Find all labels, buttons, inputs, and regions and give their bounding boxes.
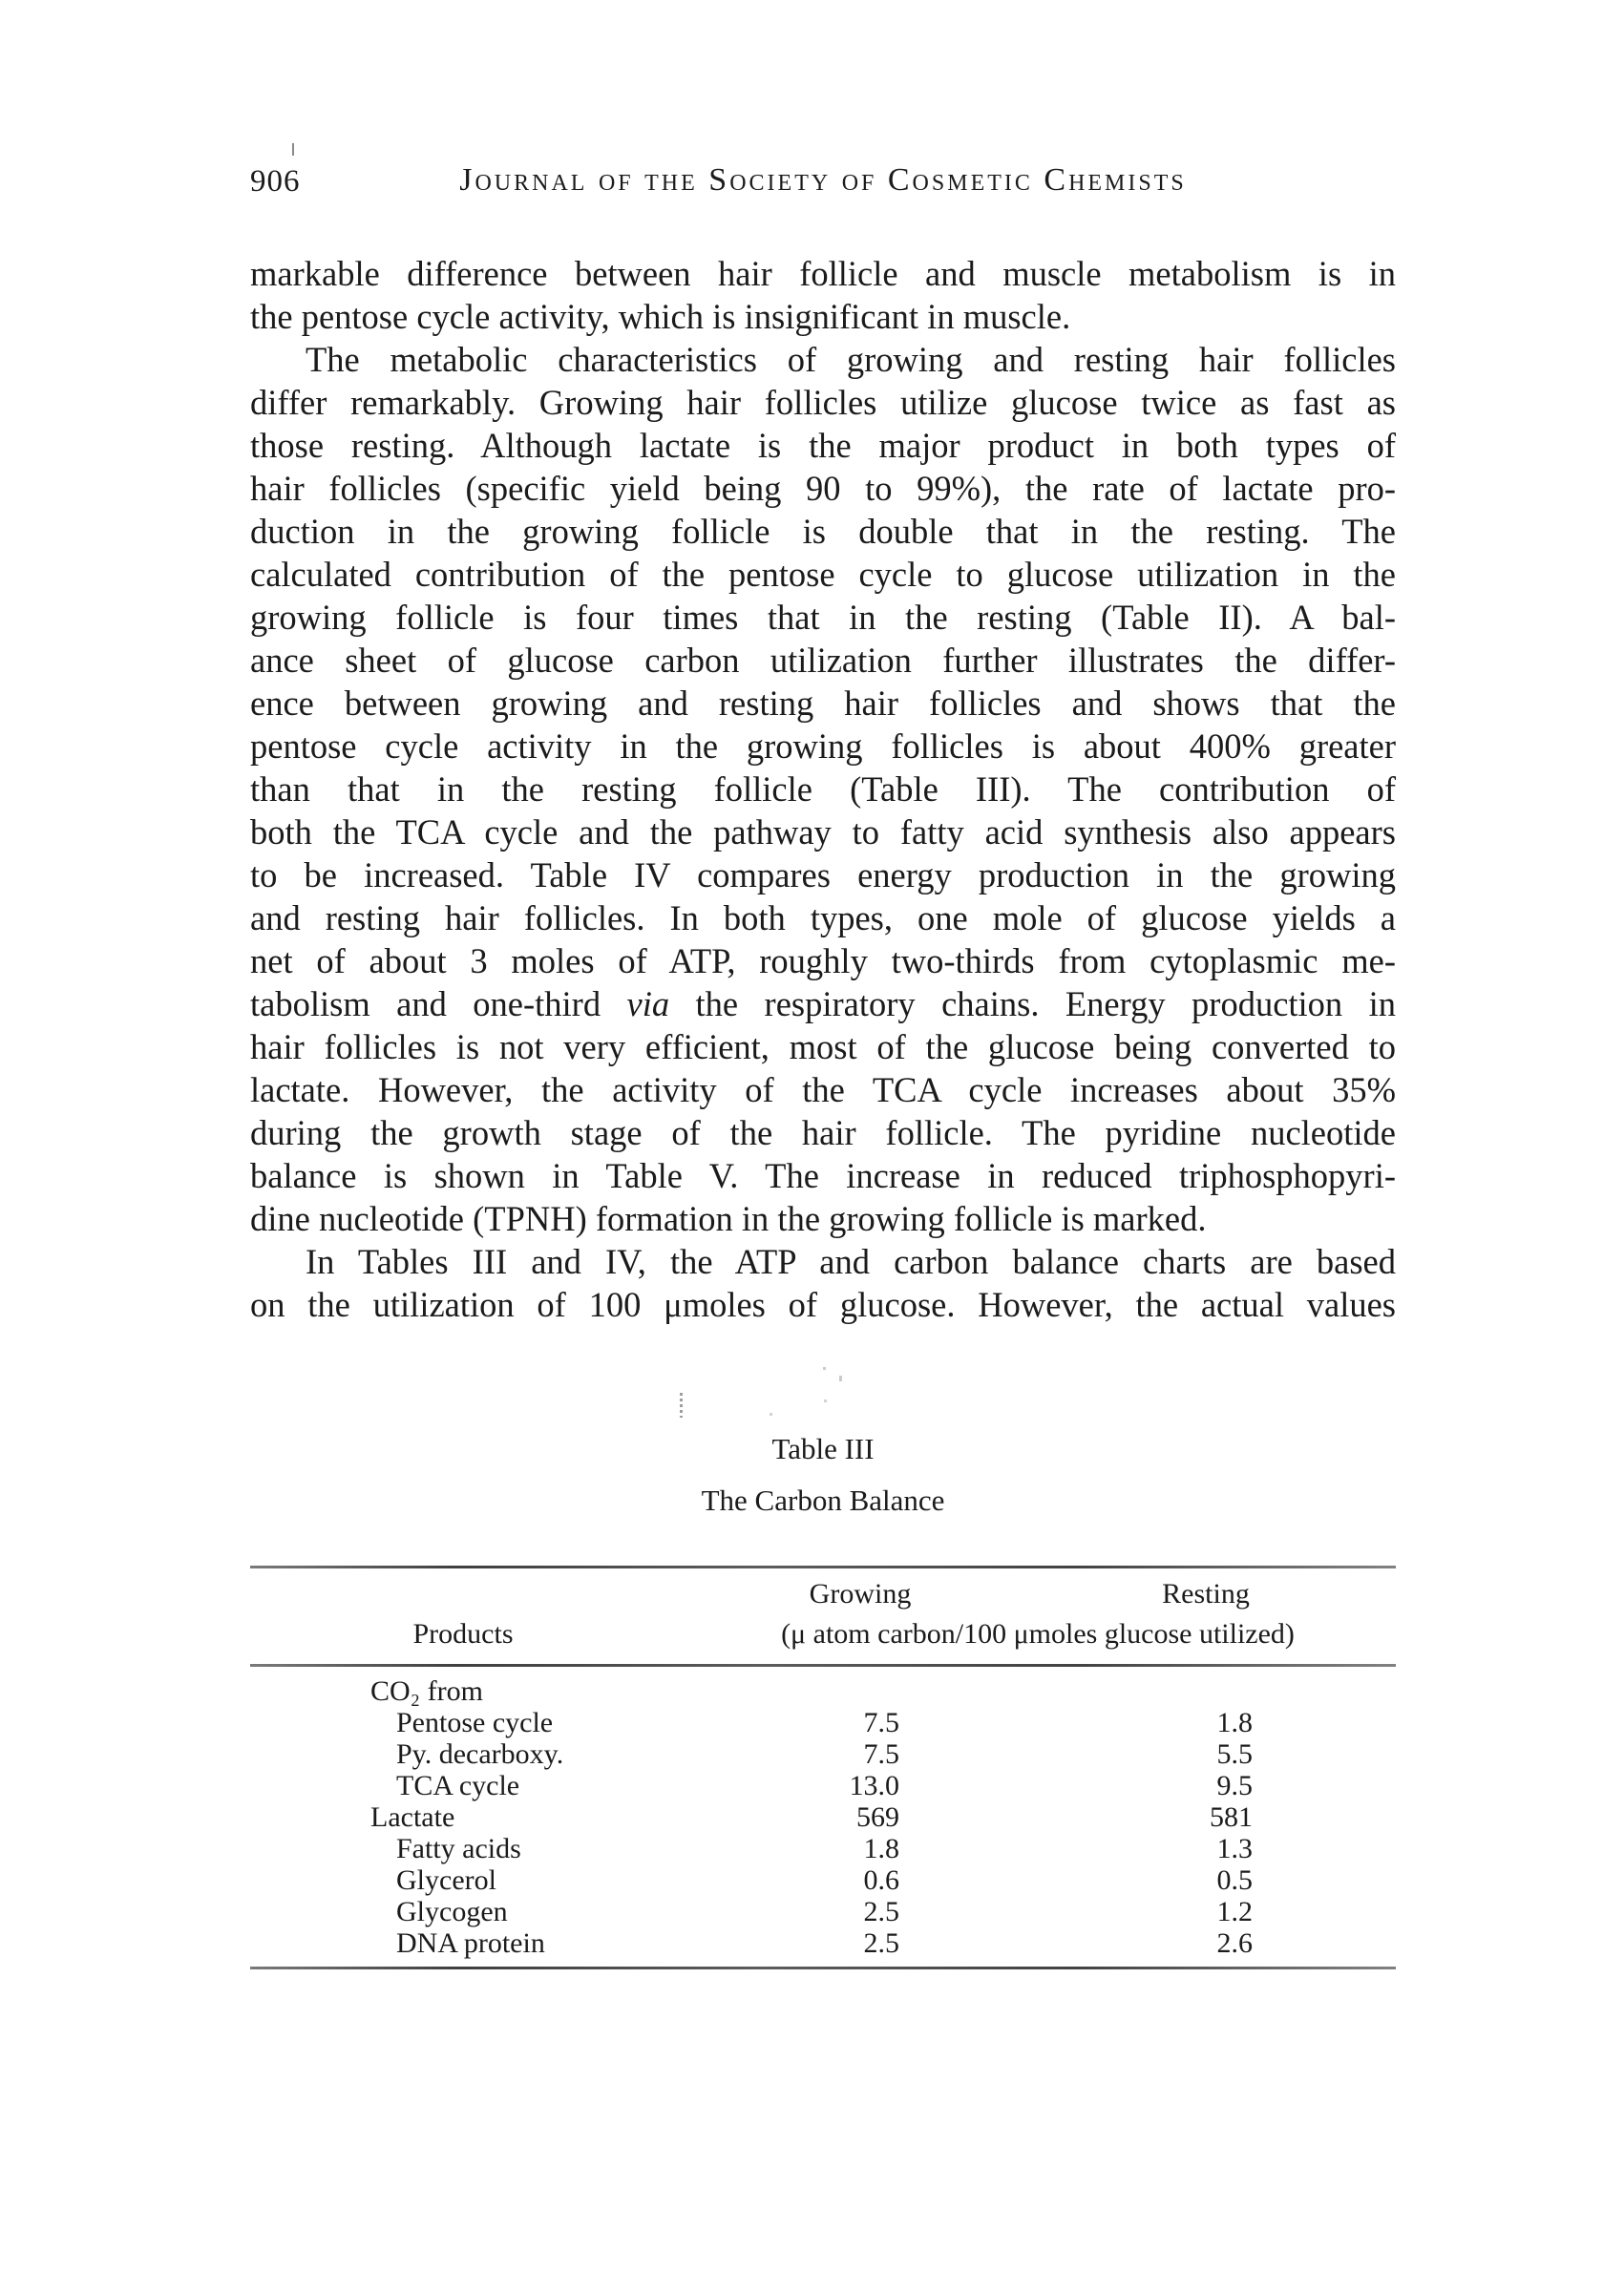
resting-value: 0.5 (1216, 1864, 1253, 1896)
body-line: markable difference between hair follicle and muscle metabolism is in (250, 254, 1396, 293)
body-line: both the TCA cycle and the pathway to fatty acid synthesis also appears (250, 812, 1396, 852)
body-line: differ remarkably. Growing hair follicles utilize glucose twice as fast as (250, 383, 1396, 422)
table-row (250, 1770, 1396, 1801)
row-label: DNA protein (396, 1927, 545, 1959)
paragraph (250, 338, 1396, 1240)
paragraph (250, 1240, 1396, 1326)
journal-title: Journal of the Society of Cosmetic Chemists (459, 162, 1187, 198)
body-line: growing follicle is four times that in the resting (Table II). A bal- (250, 598, 1396, 637)
body-line: ance sheet of glucose carbon utilization further illustrates the differ- (250, 641, 1396, 680)
body-line: than that in the resting follicle (Table III). The contribution of (250, 769, 1396, 809)
body-text (250, 252, 1396, 1326)
resting-value: 9.5 (1216, 1770, 1253, 1801)
growing-value: 7.5 (863, 1738, 899, 1770)
row-label: Glycerol (396, 1864, 496, 1896)
table-rows (250, 1667, 1396, 1967)
body-line: those resting. Although lactate is the major product in both types of (250, 426, 1396, 465)
body-line: lactate. However, the activity of the TCA cycle increases about 35% (250, 1070, 1396, 1109)
table-header (250, 1568, 1396, 1664)
row-label: Py. decarboxy. (396, 1738, 564, 1770)
resting-value: 581 (1210, 1801, 1253, 1833)
row-label: Fatty acids (396, 1833, 521, 1864)
resting-value: 2.6 (1216, 1927, 1253, 1959)
growing-value: 1.8 (863, 1833, 899, 1864)
body-line: duction in the growing follicle is double that in the resting. The (250, 512, 1396, 551)
resting-value: 5.5 (1216, 1738, 1253, 1770)
paragraph (250, 252, 1396, 338)
table-3 (250, 1432, 1396, 1969)
scan-artifact (824, 1400, 827, 1402)
page-number: 906 (250, 164, 301, 199)
body-line: dine nucleotide (TPNH) formation in the growing follicle is marked. (250, 1199, 1207, 1238)
body-line: pentose cycle activity in the growing follicles is about 400% greater (250, 726, 1396, 766)
growing-value: 2.5 (863, 1896, 899, 1927)
unit-note: (μ atom carbon/100 μmoles glucose utilized) (781, 1618, 1295, 1650)
column-header-growing: Growing (809, 1578, 912, 1610)
table-row (250, 1833, 1396, 1864)
table-row (250, 1801, 1396, 1833)
scan-artifact (770, 1413, 772, 1416)
row-label: CO₂ from (370, 1675, 483, 1707)
body-line: tabolism and one-third via the respiratory chains. Energy production in (250, 984, 1396, 1023)
running-head (250, 160, 1396, 204)
scan-artifact (823, 1367, 826, 1370)
table-row (250, 1896, 1396, 1927)
growing-value: 2.5 (863, 1927, 899, 1959)
table-row (250, 1927, 1396, 1959)
scan-artifact (292, 143, 294, 156)
body-line: The metabolic characteristics of growing and resting hair follicles (306, 340, 1396, 379)
scan-artifact (839, 1376, 842, 1381)
body-line: In Tables III and IV, the ATP and carbon balance charts are based (306, 1242, 1396, 1281)
growing-value: 7.5 (863, 1707, 899, 1738)
resting-value: 1.8 (1216, 1707, 1253, 1738)
column-header-resting: Resting (1162, 1578, 1250, 1610)
scan-artifact (680, 1393, 683, 1418)
body-line: net of about 3 moles of ATP, roughly two-thirds from cytoplasmic me- (250, 941, 1396, 980)
body-line: to be increased. Table IV compares energy production in the growing (250, 855, 1396, 894)
row-label: TCA cycle (396, 1770, 520, 1801)
row-label: Lactate (370, 1801, 455, 1833)
row-label: Pentose cycle (396, 1707, 554, 1738)
table-row (250, 1675, 1396, 1707)
growing-value: 569 (856, 1801, 899, 1833)
body-line: hair follicles (specific yield being 90 to 99%), the rate of lactate pro- (250, 469, 1396, 508)
body-line: and resting hair follicles. In both types, one mole of glucose yields a (250, 898, 1396, 937)
body-line: during the growth stage of the hair follicle. The pyridine nucleotide (250, 1113, 1396, 1152)
body-line: balance is shown in Table V. The increase in reduced triphosphopyri- (250, 1156, 1396, 1195)
body-line: hair follicles is not very efficient, most of the glucose being converted to (250, 1027, 1396, 1066)
resting-value: 1.3 (1216, 1833, 1253, 1864)
table-subcaption: The Carbon Balance (701, 1484, 945, 1517)
table-caption: Table III (771, 1432, 875, 1465)
growing-value: 13.0 (849, 1770, 899, 1801)
body-line: calculated contribution of the pentose cycle to glucose utilization in the (250, 555, 1396, 594)
table-row (250, 1864, 1396, 1896)
row-label: Glycogen (396, 1896, 508, 1927)
body-line: the pentose cycle activity, which is insignificant in muscle. (250, 297, 1071, 336)
body-line: ence between growing and resting hair follicles and shows that the (250, 684, 1396, 723)
growing-value: 0.6 (863, 1864, 899, 1896)
table-row (250, 1738, 1396, 1770)
body-line: on the utilization of 100 μmoles of glucose. However, the actual values (250, 1285, 1396, 1324)
column-header-products: Products (412, 1618, 514, 1650)
table-rule-bottom (250, 1967, 1396, 1969)
resting-value: 1.2 (1216, 1896, 1253, 1927)
table-row (250, 1707, 1396, 1738)
